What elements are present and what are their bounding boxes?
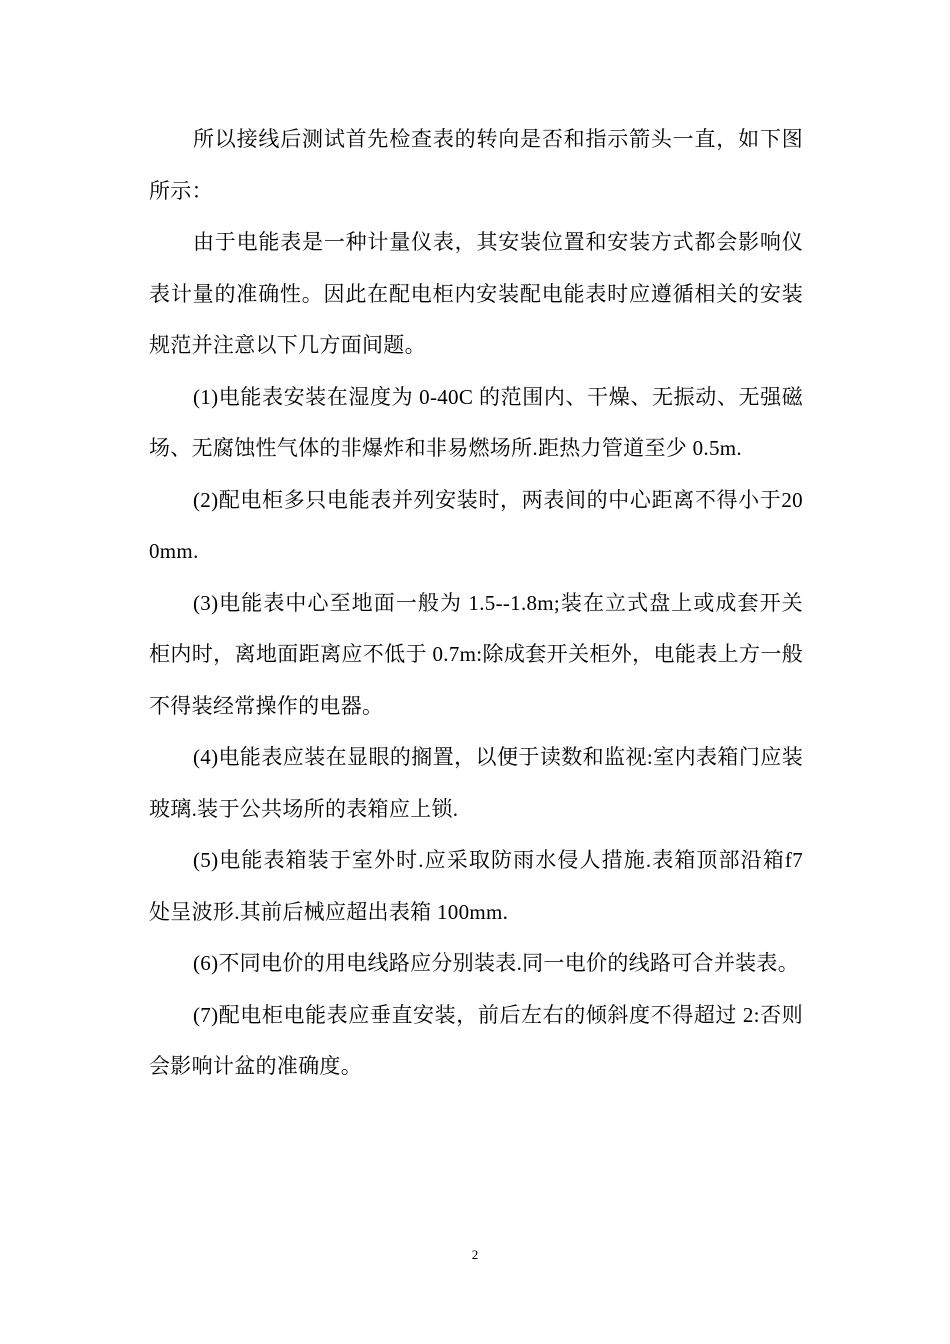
paragraph-item-6: (6)不同电价的用电线路应分别装表.同一电价的线路可合并装表。 (193, 951, 800, 975)
paragraph-item-5: (5)电能表箱装于室外时.应采取防雨水侵人措施.表箱顶部沿箱f7 处呈波形.其前后械应超出表箱 100mm. (149, 848, 803, 924)
paragraph-intro: 所以接线后测试首先检查表的转向是否和指示箭头一直，如下图所示： (149, 127, 803, 203)
paragraph-item-2: (2)配电柜多只电能表并列安装时，两表间的中心距离不得小于200mm. (149, 487, 803, 563)
paragraph-accuracy: 由于电能表是一种计量仪表，其安装位置和安装方式都会影响仪表计量的准确性。因此在配电柜内安装配电能表时应遵循相关的安装规范并注意以下几方面间题。 (149, 230, 803, 357)
paragraph-item-3: (3)电能表中心至地面一般为 1.5--1.8m;装在立式盘上或成套开关柜内时，离地面距离应不低于 0.7m:除成套开关柜外，电能表上方一般不得装经常操作的电器。 (149, 590, 803, 718)
page-number: 2 (471, 1247, 479, 1262)
paragraph-item-4: (4)电能表应装在显眼的搁置，以便于读数和监视:室内表箱门应装玻璃.装于公共场所的表箱应上锁. (149, 745, 803, 821)
paragraph-item-7: (7)配电柜电能表应垂直安装，前后左右的倾斜度不得超过 2:否则会影响计盆的准确度。 (149, 1002, 803, 1078)
paragraph-item-1: (1)电能表安装在湿度为 0-40C 的范围内、干燥、无振动、无强磁场、无腐蚀性气体的非爆炸和非易燃场所.距热力管道至少 0.5m. (149, 384, 803, 460)
document-body (149, 114, 803, 1093)
